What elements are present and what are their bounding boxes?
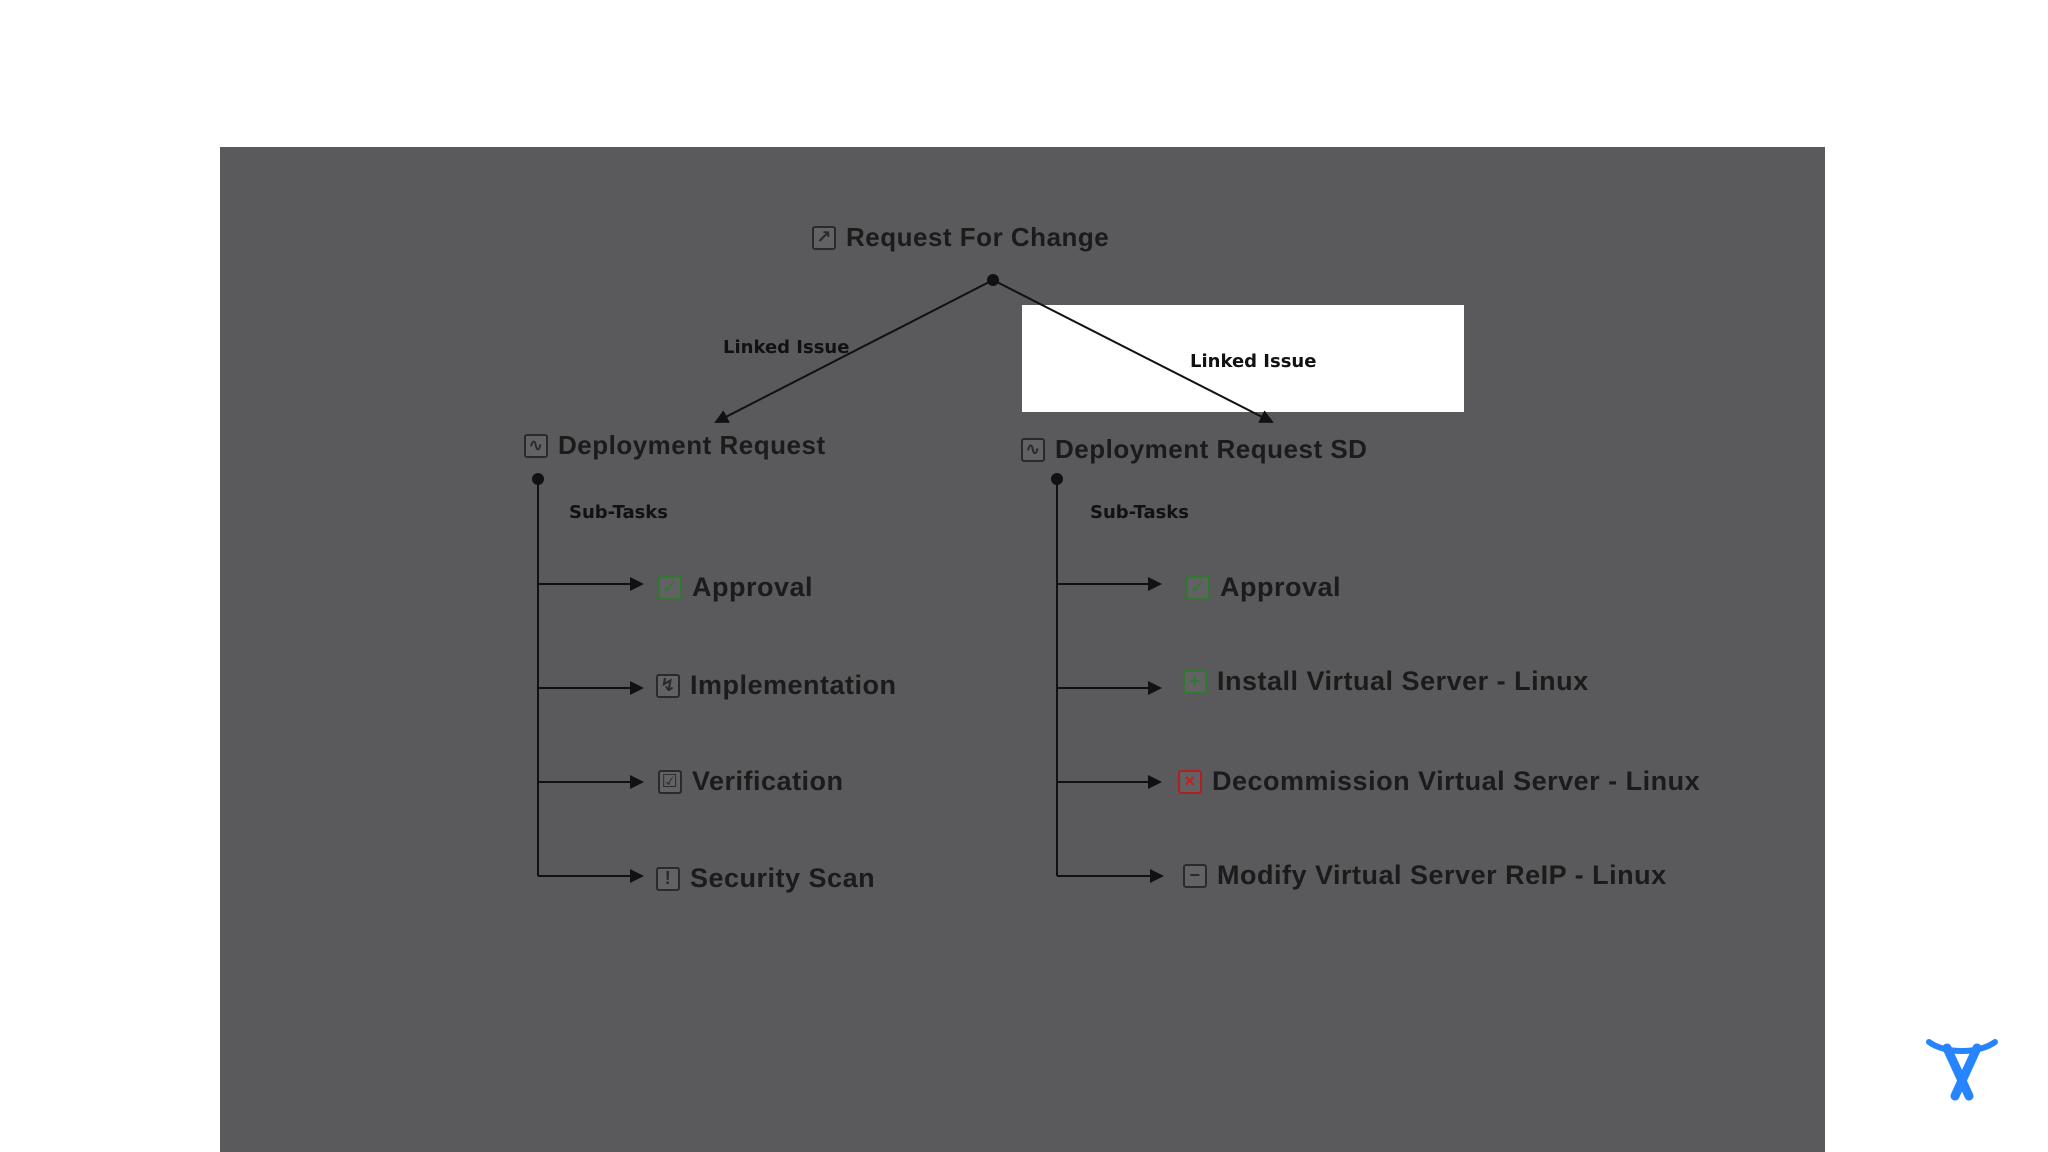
right-subtasks-label: Sub-Tasks (1090, 502, 1189, 523)
left-child-label: Security Scan (690, 863, 876, 893)
pulse-icon: ∿ (1021, 438, 1045, 462)
left-child-approval (658, 572, 813, 603)
left-child-verification (658, 766, 844, 797)
left-child-implementation (656, 670, 897, 701)
x-box-icon: × (1178, 770, 1202, 794)
right-link-label: Linked Issue (1190, 351, 1317, 372)
left-parent-node (524, 430, 826, 461)
left-parent-label: Deployment Request (558, 430, 826, 460)
left-child-label: Implementation (690, 670, 897, 700)
checkbox-check-icon: ✓ (658, 576, 682, 600)
verify-icon: ☑ (658, 770, 682, 794)
right-child-label: Install Virtual Server - Linux (1217, 666, 1589, 696)
pulse-icon: ∿ (524, 434, 548, 458)
right-parent-node (1021, 434, 1367, 465)
right-child-modify (1183, 860, 1667, 891)
plus-box-icon: + (1183, 670, 1207, 694)
right-child-approval (1186, 572, 1341, 603)
left-child-label: Approval (692, 572, 814, 602)
right-child-label: Decommission Virtual Server - Linux (1212, 766, 1701, 796)
root-node-label: Request For Change (846, 222, 1110, 252)
root-node (812, 222, 1109, 253)
minus-box-icon: − (1183, 864, 1207, 888)
left-link-label: Linked Issue (723, 337, 850, 358)
lightning-icon: ↯ (656, 674, 680, 698)
left-child-label: Verification (692, 766, 844, 796)
exclamation-icon: ! (656, 867, 680, 891)
right-child-label: Approval (1220, 572, 1342, 602)
right-parent-label: Deployment Request SD (1055, 434, 1368, 464)
right-child-install (1183, 666, 1589, 697)
checkbox-check-icon: ✓ (1186, 576, 1210, 600)
atlassian-logo-icon (1925, 1036, 1999, 1104)
left-child-security-scan (656, 863, 875, 894)
shortcut-arrow-icon: ↗ (812, 226, 836, 250)
right-child-label: Modify Virtual Server ReIP - Linux (1217, 860, 1667, 890)
right-child-decommission (1178, 766, 1700, 797)
left-subtasks-label: Sub-Tasks (569, 502, 668, 523)
